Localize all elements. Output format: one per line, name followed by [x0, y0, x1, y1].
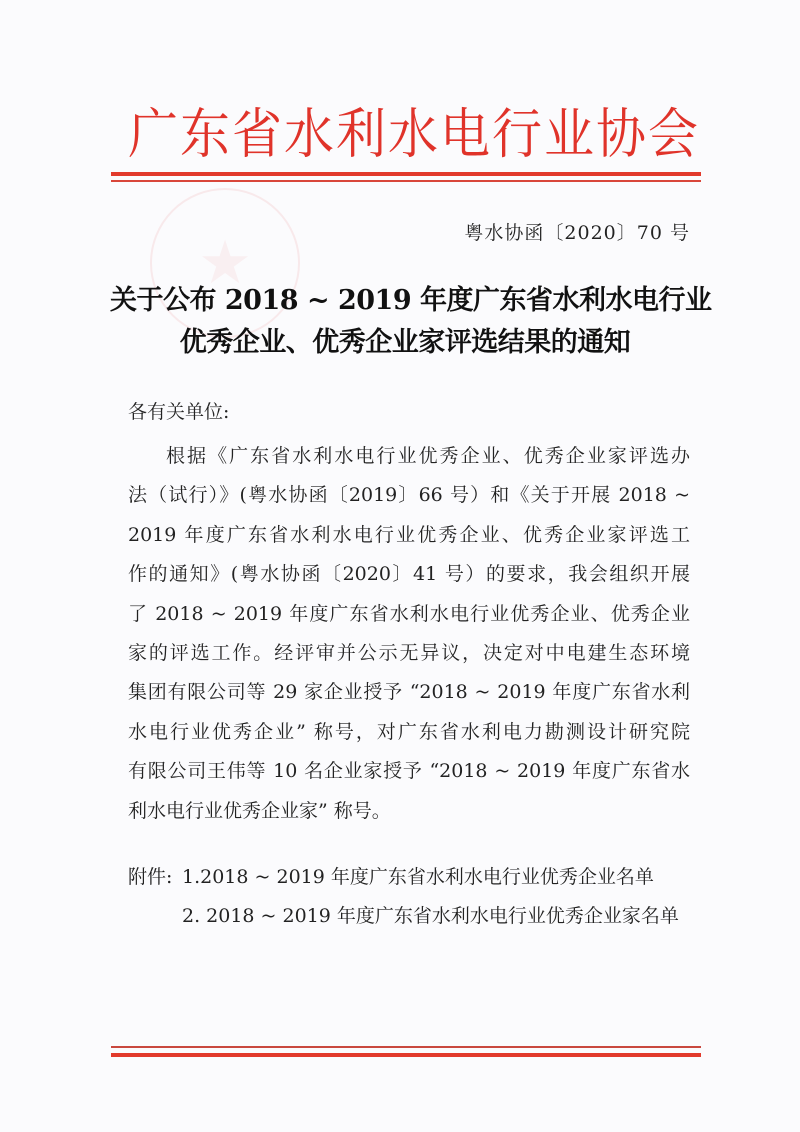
letterhead-char: 会 [648, 102, 698, 166]
attachment-row [128, 897, 679, 936]
letterhead-char: 水 [388, 102, 438, 166]
document-title [110, 280, 712, 364]
body-line: 法（试行）》(粤水协函〔2019〕66 号）和《关于开展 2018 ~ [128, 484, 690, 507]
letterhead-char: 广 [128, 102, 178, 166]
attachments-section [128, 858, 679, 936]
body-line: 水电行业优秀企业” 称号，对广东省水利电力勘测设计研究院 [128, 720, 690, 743]
body-line: 2019 年度广东省水利水电行业优秀企业、优秀企业家评选工 [128, 523, 690, 546]
footer-rule-thin [111, 1046, 701, 1048]
footer-rule-thick [111, 1053, 701, 1057]
attachment-row [128, 858, 679, 897]
letterhead-char: 协 [596, 102, 646, 166]
title-line: 优秀企业、优秀企业家评选结果的通知 [179, 327, 631, 358]
letterhead-char: 行 [492, 102, 542, 166]
salutation: 各有关单位: [128, 401, 230, 423]
letterhead-char: 省 [232, 102, 282, 166]
header-rule-thin [111, 180, 701, 182]
body-line: 作的通知》(粤水协函〔2020〕41 号）的要求，我会组织开展 [128, 563, 690, 586]
body-paragraph [128, 437, 690, 831]
org-letterhead [128, 104, 698, 164]
body-line: 集团有限公司等 29 家企业授予 “2018 ~ 2019 年度广东省水利 [128, 681, 690, 704]
body-line: 根据《广东省水利水电行业优秀企业、优秀企业家评选办 [166, 445, 690, 467]
letterhead-char: 东 [180, 102, 230, 166]
attachments-label: 附件: [128, 866, 173, 888]
letterhead-char: 业 [544, 102, 594, 166]
document-number: 粤水协函〔2020〕70 号 [464, 222, 690, 244]
letterhead-char: 电 [440, 102, 490, 166]
body-line: 了 2018 ~ 2019 年度广东省水利水电行业优秀企业、优秀企业 [128, 602, 690, 625]
title-line: 关于公布 2018 ~ 2019 年度广东省水利水电行业 [110, 285, 712, 316]
letterhead-char: 水 [284, 102, 334, 166]
letterhead-char: 利 [336, 102, 386, 166]
attachment-item: 2. 2018 ~ 2019 年度广东省水利水电行业优秀企业家名单 [182, 905, 679, 927]
star-icon: ★ [198, 228, 252, 298]
body-line: 利水电行业优秀企业家” 称号。 [128, 799, 391, 822]
header-rule-thick [111, 172, 701, 176]
body-line: 有限公司王伟等 10 名企业家授予 “2018 ~ 2019 年度广东省水 [128, 760, 690, 783]
body-line: 家的评选工作。经评审并公示无异议，决定对中电建生态环境 [128, 642, 690, 665]
attachment-item: 1.2018 ~ 2019 年度广东省水利水电行业优秀企业名单 [182, 866, 654, 888]
